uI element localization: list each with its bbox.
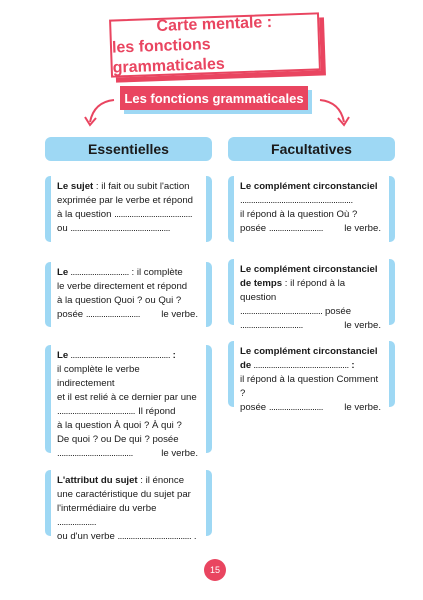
card-ccm-text: le verbe. bbox=[344, 402, 381, 413]
card-cod bbox=[45, 262, 212, 327]
card-cc-line-2 bbox=[240, 194, 381, 208]
card-cct-text: le verbe. bbox=[344, 320, 381, 331]
blank-field[interactable]: .................................. bbox=[117, 531, 192, 542]
card-cod-line-1 bbox=[57, 266, 198, 280]
page-number: 15 bbox=[204, 559, 226, 581]
arrow-left-icon bbox=[82, 96, 118, 130]
arrow-right-icon bbox=[316, 96, 352, 130]
blank-field[interactable]: ......................... bbox=[268, 223, 323, 234]
card-sujet-text: à la question bbox=[57, 209, 115, 220]
card-attribut-line-1 bbox=[57, 474, 198, 488]
card-coi-text: le verbe. bbox=[161, 448, 198, 459]
card-cod-line-2: le verbe directement et répond bbox=[57, 281, 188, 292]
card-coi-line-3: et il est relié à ce dernier par une bbox=[57, 392, 197, 403]
card-cct-line-4 bbox=[240, 319, 381, 333]
blank-field[interactable]: ............................................ bbox=[251, 360, 349, 371]
card-cc-line-1 bbox=[240, 180, 381, 194]
blank-field[interactable]: ...................................... bbox=[240, 306, 323, 317]
card-ccm-line-2 bbox=[240, 359, 381, 373]
card-cct bbox=[228, 259, 395, 331]
card-ccm-label: Le complément circonstanciel bbox=[240, 346, 378, 357]
card-cod-text: le verbe. bbox=[161, 309, 198, 320]
card-coi-colon: : bbox=[169, 350, 176, 361]
blank-field[interactable]: .............................................. bbox=[70, 223, 170, 234]
blank-field[interactable]: .................................... bbox=[114, 209, 193, 220]
card-attribut-line-3 bbox=[57, 502, 198, 530]
blank-field[interactable]: .............................................. bbox=[68, 350, 170, 361]
title-line-2: les fonctions grammaticales bbox=[111, 36, 226, 77]
card-attribut bbox=[45, 470, 212, 542]
subtitle: Les fonctions grammaticales bbox=[120, 86, 308, 110]
blank-field[interactable]: .................. bbox=[57, 517, 96, 528]
card-attribut-text: : il énonce bbox=[137, 475, 185, 486]
card-cod-line-3: à la question Quoi ? ou Qui ? bbox=[57, 295, 182, 306]
card-attribut-text: ou d'un verbe bbox=[57, 531, 118, 542]
card-attribut-text: . bbox=[191, 531, 197, 542]
card-attribut-line-4 bbox=[57, 530, 198, 544]
card-sujet-line-4 bbox=[57, 222, 198, 236]
blank-field[interactable]: ............................. bbox=[240, 320, 303, 331]
card-ccm-colon: : bbox=[348, 360, 355, 371]
card-cc-text: le verbe. bbox=[344, 223, 381, 234]
card-cct-label: Le complément circonstanciel bbox=[240, 264, 378, 275]
card-cct-text: posée bbox=[322, 306, 352, 317]
card-coi-line-5: à la question À quoi ? À qui ? bbox=[57, 420, 182, 431]
card-attribut-line-2: une caractéristique du sujet par bbox=[57, 489, 191, 500]
card-cct-label-2: de temps bbox=[240, 278, 283, 289]
card-cod-text: : il complète bbox=[128, 267, 183, 278]
card-coi-text: . Il répond bbox=[132, 406, 176, 417]
card-coi bbox=[45, 345, 212, 459]
card-cc bbox=[228, 176, 395, 242]
column-header-facultatives: Facultatives bbox=[228, 137, 395, 161]
card-sujet-line-2: exprimée par le verbe et répond bbox=[57, 195, 193, 206]
card-cc-line-3: il répond à la question Où ? bbox=[240, 209, 358, 220]
blank-field[interactable]: ......................... bbox=[268, 402, 323, 413]
card-cod-label: Le bbox=[57, 267, 69, 278]
card-cc-label: Le complément circonstanciel bbox=[240, 181, 378, 192]
card-attribut-label: L'attribut du sujet bbox=[57, 475, 138, 486]
card-cct-text: : il répond à la question bbox=[240, 278, 346, 303]
card-coi-label: Le bbox=[57, 350, 69, 361]
card-ccm bbox=[228, 341, 395, 413]
card-coi-line-6: De quoi ? ou De qui ? posée bbox=[57, 434, 179, 445]
title-box bbox=[109, 12, 321, 77]
blank-field[interactable]: ................................... bbox=[57, 448, 133, 459]
card-cod-text: posée bbox=[57, 309, 86, 320]
card-ccm-label-2: de bbox=[240, 360, 252, 371]
card-coi-line-1 bbox=[57, 349, 198, 363]
blank-field[interactable]: .................................................... bbox=[240, 195, 353, 206]
card-sujet-line-3 bbox=[57, 208, 198, 222]
card-ccm-line-3: il répond à la question Comment ? bbox=[240, 374, 379, 399]
card-coi-line-2: il complète le verbe indirectement bbox=[57, 364, 140, 389]
card-sujet-line-1 bbox=[57, 180, 198, 194]
card-cc-line-4 bbox=[240, 222, 381, 236]
subtitle-block bbox=[120, 86, 308, 110]
card-sujet-label: Le sujet bbox=[57, 181, 94, 192]
column-header-essentielles: Essentielles bbox=[45, 137, 212, 161]
card-ccm-line-1 bbox=[240, 345, 381, 359]
card-sujet-text: ou bbox=[57, 223, 71, 234]
blank-field[interactable]: ................................... bbox=[57, 406, 133, 417]
blank-field[interactable]: ........................... bbox=[68, 267, 129, 278]
card-coi-line-4 bbox=[57, 405, 198, 419]
card-sujet-text: : il fait ou subit l'action bbox=[93, 181, 190, 192]
card-cct-line-2 bbox=[240, 277, 381, 305]
card-cct-line-1 bbox=[240, 263, 381, 277]
title-block bbox=[110, 14, 320, 77]
card-ccm-text: posée bbox=[240, 402, 269, 413]
card-attribut-text: l'intermédiaire du verbe bbox=[57, 503, 157, 514]
card-sujet bbox=[45, 176, 212, 242]
card-cct-line-3 bbox=[240, 305, 381, 319]
card-cod-line-4 bbox=[57, 308, 198, 322]
card-ccm-line-4 bbox=[240, 401, 381, 415]
blank-field[interactable]: ......................... bbox=[85, 309, 140, 320]
title-line-1: Carte mentale : bbox=[156, 14, 273, 36]
card-cc-text: posée bbox=[240, 223, 269, 234]
card-coi-line-7 bbox=[57, 447, 198, 461]
